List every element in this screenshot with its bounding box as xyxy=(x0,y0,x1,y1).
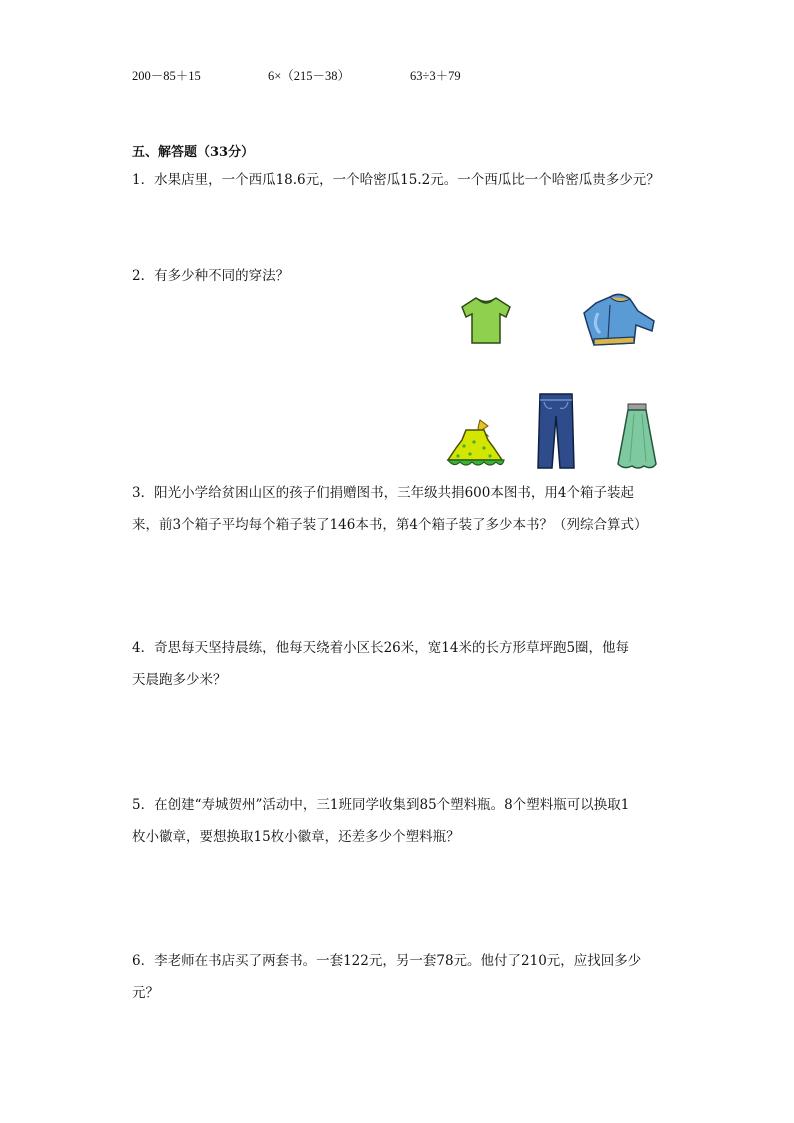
question-4-line-1: 4．奇思每天坚持晨练，他每天绕着小区长26米，宽14米的长方形草坪跑5圈，他每 xyxy=(132,640,630,656)
jacket-image xyxy=(580,291,658,349)
skirt-image xyxy=(444,418,506,470)
expression-1: 200－85＋15 xyxy=(132,69,201,83)
question-3-line-2: 来，前3个箱子平均每个箱子装了146本书，第4个箱子装了多少本书？（列综合算式） xyxy=(132,517,648,533)
expression-2: 6×（215－38） xyxy=(268,69,351,83)
question-4-line-2: 天晨跑多少米？ xyxy=(132,672,227,688)
question-4 xyxy=(132,632,629,696)
section-title: 五、解答题（33分） xyxy=(132,145,255,160)
question-3 xyxy=(132,477,647,541)
question-6-line-2: 元？ xyxy=(132,985,159,1001)
question-6-line-1: 6．李老师在书店买了两套书。一套122元，另一套78元。他付了210元，应找回多少 xyxy=(132,953,642,969)
tshirt-image xyxy=(458,295,514,347)
jeans-image xyxy=(536,392,576,470)
question-1 xyxy=(132,164,660,196)
question-5 xyxy=(132,789,629,853)
question-5-line-2: 枚小徽章，要想换取15枚小徽章，还差多少个塑料瓶？ xyxy=(132,829,460,845)
question-1-line-1: 1．水果店里，一个西瓜18.6元，一个哈密瓜15.2元。一个西瓜比一个哈密瓜贵多少元？ xyxy=(132,172,660,188)
question-2 xyxy=(132,260,289,292)
question-2-line-1: 2．有多少种不同的穿法？ xyxy=(132,268,290,284)
expression-3: 63÷3＋79 xyxy=(410,69,461,83)
long-skirt-image xyxy=(614,402,660,472)
question-5-line-1: 5．在创建“寿城贺州”活动中，三1班同学收集到85个塑料瓶。8个塑料瓶可以换取1 xyxy=(132,797,630,813)
question-3-line-1: 3．阳光小学给贫困山区的孩子们捐赠图书，三年级共捐600本图书，用4个箱子装起 xyxy=(132,485,634,501)
question-6 xyxy=(132,945,641,1009)
